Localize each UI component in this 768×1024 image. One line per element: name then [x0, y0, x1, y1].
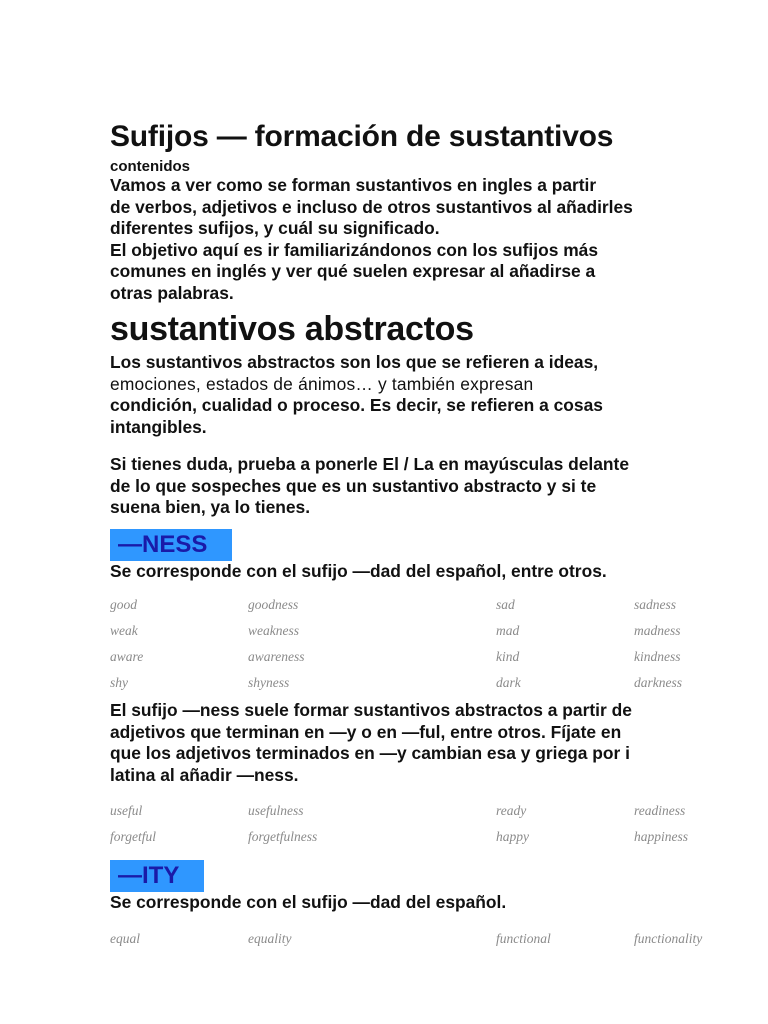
- intro-line: Vamos a ver como se forman sustantivos en ingles a partir: [110, 175, 597, 195]
- tip-paragraph: [110, 454, 730, 519]
- derived-word: kindness: [634, 649, 681, 664]
- ness-explanation: [110, 700, 730, 786]
- base-word: aware: [110, 649, 144, 664]
- section-title: sustantivos abstractos: [110, 310, 474, 348]
- derived-word: weakness: [248, 623, 299, 638]
- base-word: equal: [110, 930, 140, 946]
- base-word: kind: [496, 649, 520, 664]
- table-row: [110, 798, 730, 824]
- ity-suffix-tag: —ITY: [110, 860, 204, 892]
- derived-word: functionality: [634, 930, 703, 946]
- base-word: mad: [496, 623, 520, 638]
- ness-word-table: [110, 592, 730, 696]
- table-row: [110, 644, 730, 670]
- table-row: [110, 618, 730, 644]
- explanation-line: El sufijo —ness suele formar sustantivos abstractos a partir de: [110, 700, 632, 720]
- definition-line: emociones, estados de ánimos… y también expresan: [110, 373, 534, 394]
- definition-line: intangibles.: [110, 416, 207, 437]
- table-row: [110, 592, 730, 618]
- intro-line: diferentes sufijos, y cuál su significado.: [110, 218, 440, 238]
- derived-word: equality: [248, 930, 292, 946]
- intro-paragraph: [110, 175, 730, 304]
- table-row: [110, 926, 730, 952]
- derived-word: darkness: [634, 675, 682, 690]
- explanation-line: que los adjetivos terminados en —y cambian esa y griega por i: [110, 743, 630, 763]
- ity-note: Se corresponde con el sufijo —dad del español.: [110, 892, 507, 912]
- derived-word: readiness: [634, 803, 686, 818]
- derived-word: goodness: [248, 597, 299, 612]
- base-word: useful: [110, 803, 143, 818]
- document-page: [110, 118, 730, 956]
- explanation-line: adjetivos que terminan en —y o en —ful, entre otros. Fíjate en: [110, 721, 622, 742]
- derived-word: forgetfulness: [248, 829, 318, 844]
- tip-line: Si tienes duda, prueba a ponerle El / La en mayúsculas delante: [110, 454, 629, 474]
- ness-word-table-2: [110, 798, 730, 850]
- explanation-line: latina al añadir —ness.: [110, 764, 299, 785]
- base-word: happy: [496, 829, 529, 844]
- derived-word: shyness: [248, 675, 290, 690]
- derived-word: sadness: [634, 597, 677, 612]
- base-word: functional: [496, 930, 551, 946]
- intro-line: comunes en inglés y ver qué suelen expresar al añadirse a: [110, 261, 596, 281]
- intro-line: El objetivo aquí es ir familiarizándonos con los sufijos más: [110, 239, 599, 260]
- derived-word: usefulness: [248, 803, 304, 818]
- base-word: dark: [496, 675, 521, 690]
- base-word: good: [110, 597, 137, 612]
- intro-line: otras palabras.: [110, 282, 234, 303]
- ity-word-table: [110, 926, 730, 952]
- base-word: ready: [496, 803, 527, 818]
- tip-line: suena bien, ya lo tienes.: [110, 497, 311, 517]
- derived-word: happiness: [634, 829, 688, 844]
- table-row: [110, 670, 730, 696]
- derived-word: madness: [634, 623, 681, 638]
- contents-label: contenidos: [110, 158, 191, 175]
- base-word: sad: [496, 597, 515, 612]
- ness-note: Se corresponde con el sufijo —dad del español, entre otros.: [110, 560, 607, 581]
- intro-line: de verbos, adjetivos e incluso de otros sustantivos al añadirles: [110, 196, 633, 217]
- table-row: [110, 824, 730, 850]
- base-word: weak: [110, 623, 138, 638]
- ness-suffix-tag: —NESS: [110, 529, 232, 561]
- page-title: Sufijos — formación de sustantivos: [110, 120, 614, 153]
- tip-line: de lo que sospeches que es un sustantivo abstracto y si te: [110, 475, 597, 496]
- derived-word: awareness: [248, 649, 305, 664]
- definition-line: condición, cualidad o proceso. Es decir, se refieren a cosas: [110, 395, 603, 415]
- base-word: shy: [110, 675, 128, 690]
- base-word: forgetful: [110, 829, 156, 844]
- abstract-definition: [110, 352, 730, 438]
- definition-line: Los sustantivos abstractos son los que se refieren a ideas,: [110, 352, 599, 372]
